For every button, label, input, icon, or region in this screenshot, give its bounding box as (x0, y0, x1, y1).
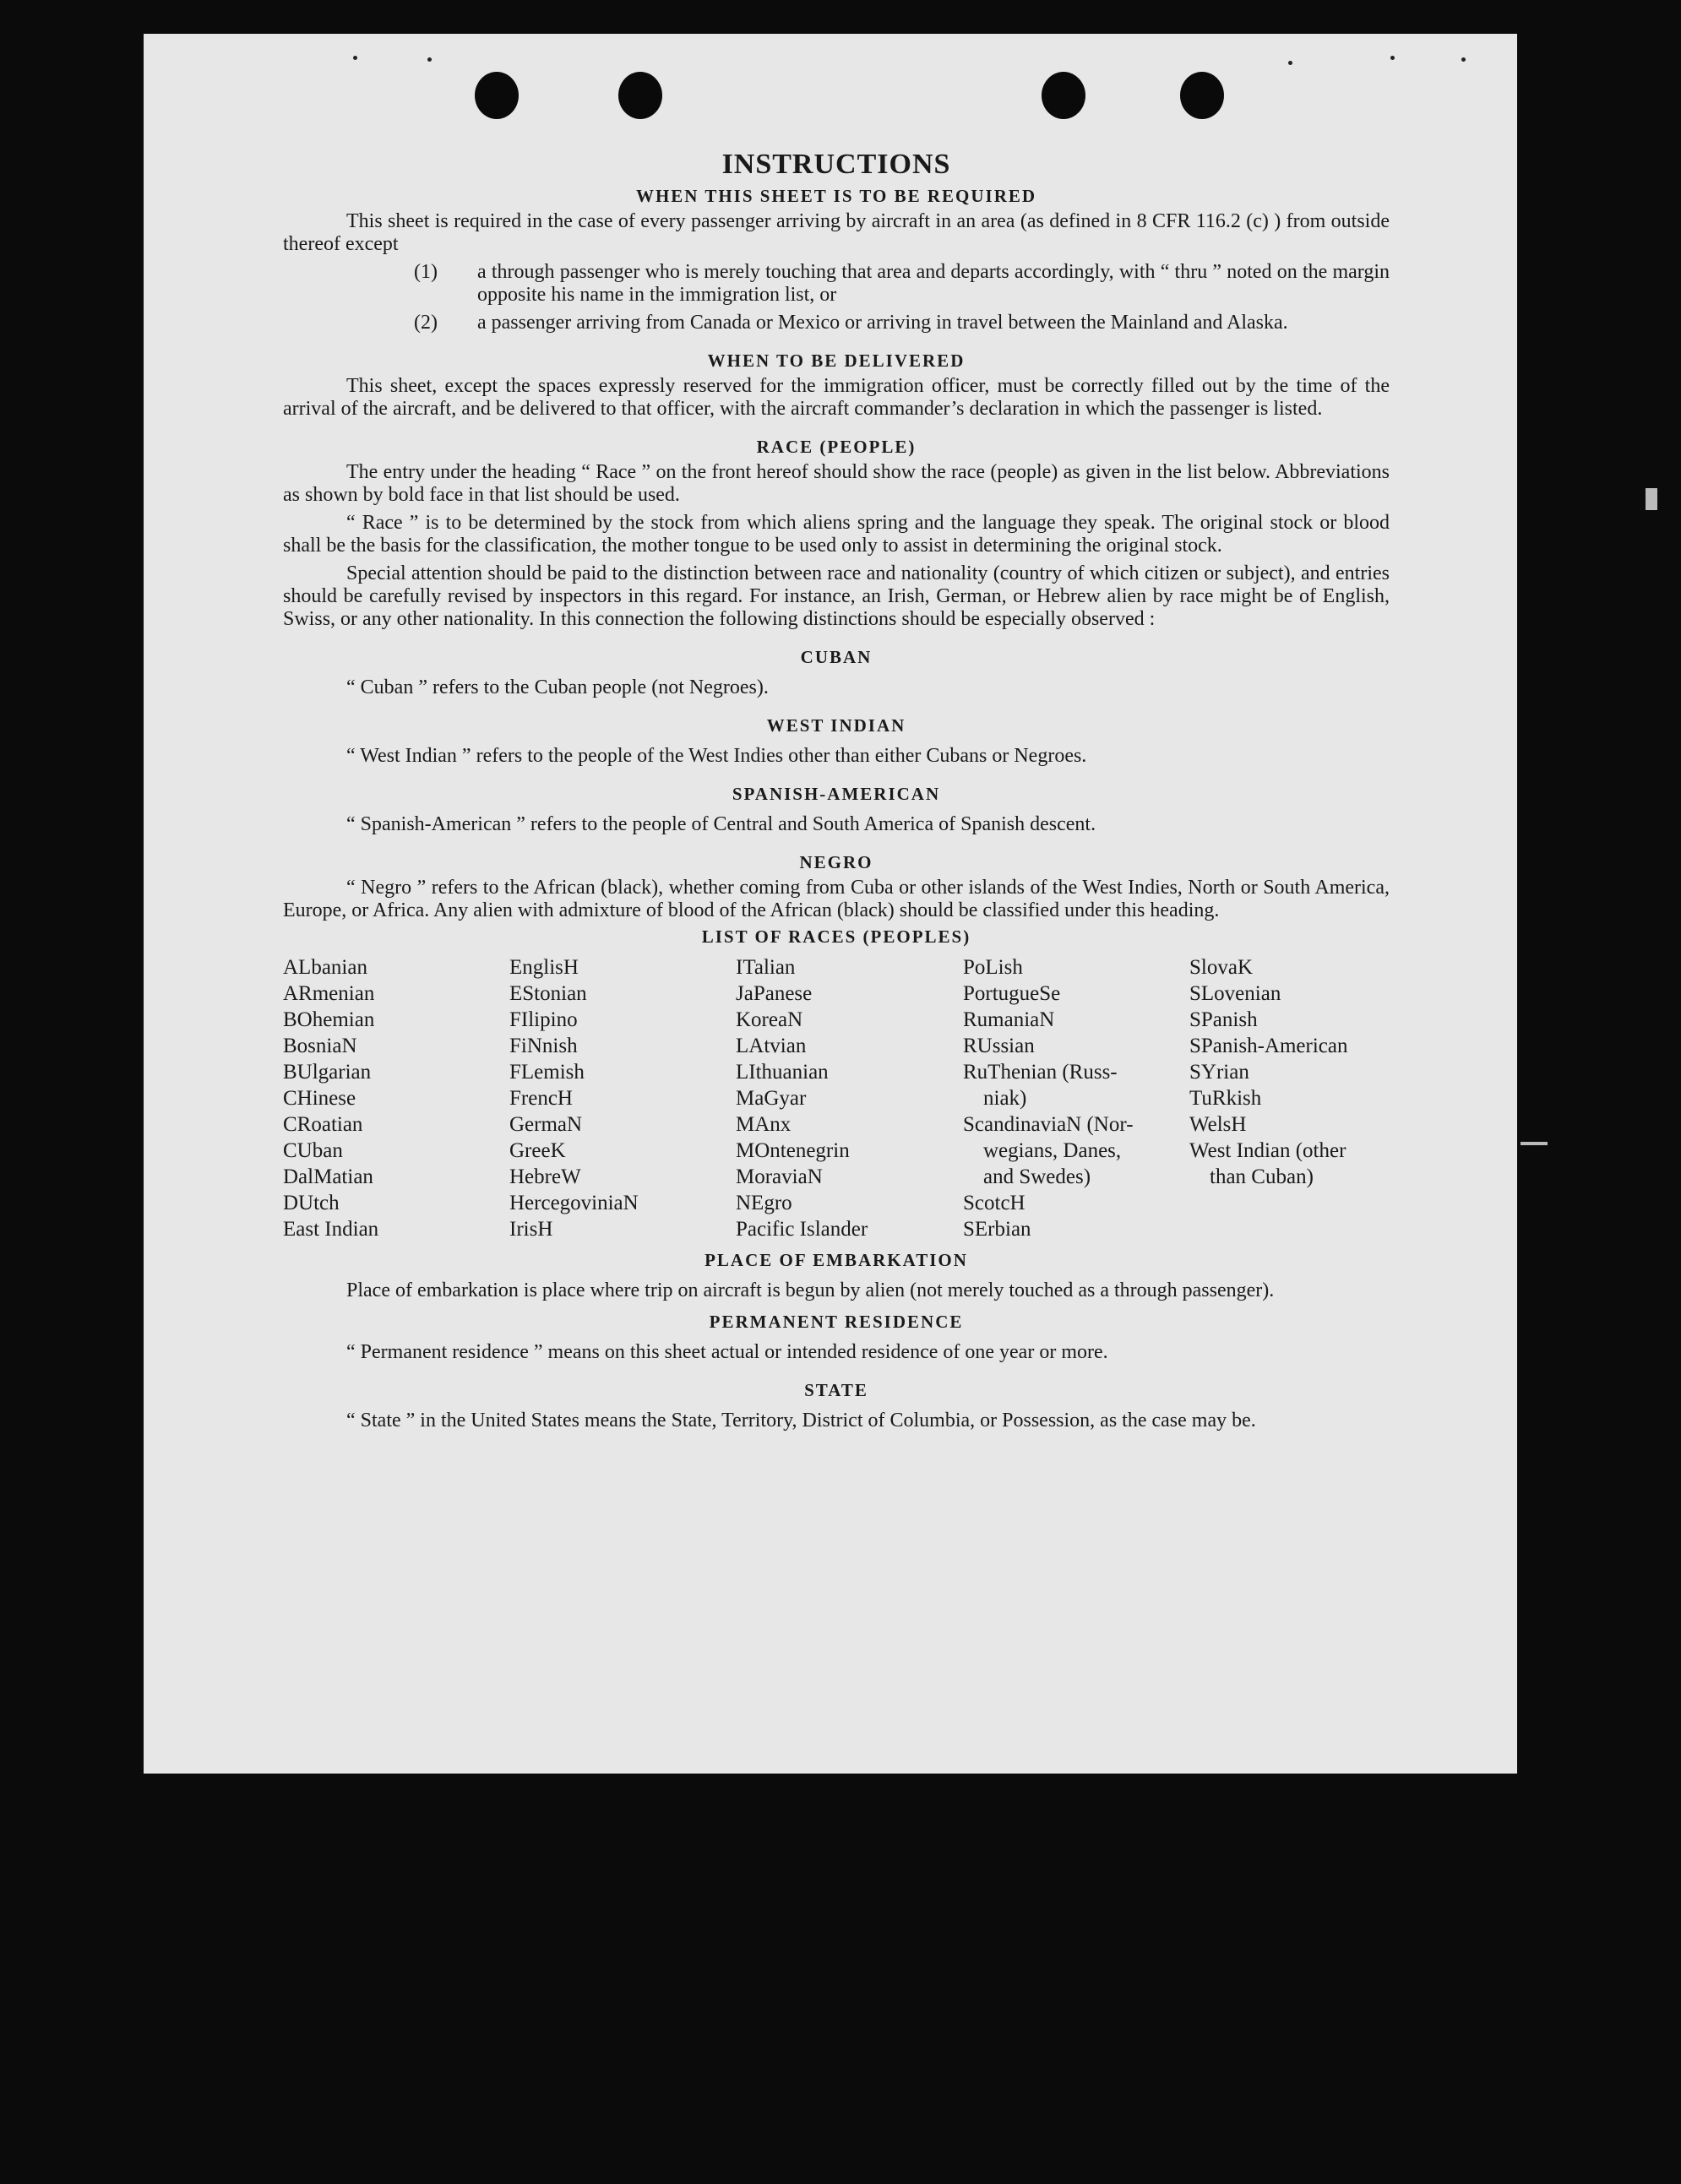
race-paragraph-3: Special attention should be paid to the distinction between race and nationality (country of which citizen or subject), and entries should be carefully revised by inspectors in this regard. For instance, an Irish, German, or Hebrew alien by race might be of English, Swiss, or any other nationality. In this connection the following distinctions should be especially observed : (283, 562, 1390, 630)
speck (427, 57, 432, 62)
race-entry: WelsH (1189, 1113, 1247, 1136)
race-entry: SErbian (963, 1218, 1031, 1241)
edge-mark (1646, 488, 1657, 510)
race-entry: BUlgarian (283, 1061, 372, 1084)
race-entry: FrencH (509, 1087, 573, 1110)
race-entry: FiNnish (509, 1035, 578, 1057)
cuban-paragraph: “ Cuban ” refers to the Cuban people (not Negroes). (346, 676, 769, 698)
required-paragraph: This sheet is required in the case of every passenger arriving by aircraft in an area (as defined in 8 CFR 116.2 (c) ) from outside thereof except (283, 210, 1390, 255)
race-entry: LAtvian (736, 1035, 807, 1057)
race-entry: ARmenian (283, 982, 375, 1005)
item-number: (2) (414, 312, 438, 334)
race-column-4 (963, 954, 1134, 1242)
item-text: a passenger arriving from Canada or Mexico or arriving in travel between the Mainland and Alaska. (477, 312, 1288, 334)
race-entry: East Indian (283, 1218, 379, 1241)
section-heading-negro: NEGRO (799, 852, 873, 872)
punch-hole (1180, 72, 1224, 119)
race-entry: ScotcH (963, 1192, 1025, 1214)
race-entry: PortugueSe (963, 982, 1061, 1005)
race-entry: CRoatian (283, 1113, 363, 1136)
race-entry: RuThenian (Russ- (963, 1061, 1118, 1084)
race-entry: MaGyar (736, 1087, 807, 1110)
race-entry: LIthuanian (736, 1061, 829, 1084)
race-entry: FIlipino (509, 1008, 578, 1031)
race-entry: EnglisH (509, 956, 579, 979)
race-entry: ITalian (736, 956, 796, 979)
race-entry: JaPanese (736, 982, 813, 1005)
spanish-american-paragraph: “ Spanish-American ” refers to the people of Central and South America of Spanish descent. (346, 813, 1096, 835)
section-heading-delivered: WHEN TO BE DELIVERED (707, 350, 966, 371)
section-heading-race: RACE (PEOPLE) (756, 437, 917, 457)
speck (1390, 56, 1395, 60)
edge-mark (1521, 1142, 1548, 1145)
race-entry: MoraviaN (736, 1165, 823, 1188)
race-entry: CHinese (283, 1087, 356, 1110)
embarkation-paragraph: Place of embarkation is place where trip on aircraft is begun by alien (not merely touched as a through passenger). (346, 1279, 1275, 1301)
race-entry: RumaniaN (963, 1008, 1055, 1031)
race-entry: niak) (983, 1087, 1027, 1110)
race-entry: NEgro (736, 1192, 792, 1214)
race-entry: FLemish (509, 1061, 585, 1084)
race-entry: PoLish (963, 956, 1023, 979)
race-entry: HercegoviniaN (509, 1192, 639, 1214)
race-entry: SPanish (1189, 1008, 1258, 1031)
exception-item-2 (283, 312, 1390, 334)
race-entry: Pacific Islander (736, 1218, 868, 1241)
instructions-body (283, 148, 1390, 1432)
race-entry: GermaN (509, 1113, 583, 1136)
section-heading-spanish-american: SPANISH-AMERICAN (732, 784, 941, 804)
race-entry: HebreW (509, 1165, 581, 1188)
race-entry: ScandinaviaN (Nor- (963, 1113, 1134, 1136)
race-entry: MAnx (736, 1113, 792, 1136)
race-entry: DUtch (283, 1192, 340, 1214)
race-entry: MOntenegrin (736, 1139, 850, 1162)
race-entry: DalMatian (283, 1165, 373, 1188)
item-text: a through passenger who is merely touching that area and departs accordingly, with “ thru ” noted on the margin opposite his name in the immigration list, or (477, 261, 1390, 306)
negro-paragraph: “ Negro ” refers to the African (black), whether coming from Cuba or other islands of the West Indies, North or South America, Europe, or Africa. Any alien with admixture of blood of the African (black) should be classified under this heading. (283, 877, 1390, 921)
residence-paragraph: “ Permanent residence ” means on this sheet actual or intended residence of one year or more. (346, 1341, 1108, 1363)
race-entry: BosniaN (283, 1035, 357, 1057)
punch-hole (1042, 72, 1085, 119)
delivered-paragraph: This sheet, except the spaces expressly reserved for the immigration officer, must be correctly filled out by the time of the arrival of the aircraft, and be delivered to that officer, with the aircraft commander’s declaration in which the passenger is listed. (283, 375, 1390, 420)
race-entry: West Indian (other (1189, 1139, 1346, 1162)
item-number: (1) (414, 261, 438, 283)
race-entry: KoreaN (736, 1008, 803, 1031)
race-entry: GreeK (509, 1139, 566, 1162)
page-title: INSTRUCTIONS (721, 149, 951, 180)
race-entry: RUssian (963, 1035, 1035, 1057)
race-entry: SLovenian (1189, 982, 1281, 1005)
punch-hole (475, 72, 519, 119)
race-entry: EStonian (509, 982, 587, 1005)
race-entry: TuRkish (1189, 1087, 1262, 1110)
instruction-sheet (144, 34, 1517, 1774)
race-entry: ALbanian (283, 956, 367, 979)
race-column-2 (509, 954, 639, 1242)
exception-item-1 (283, 261, 1390, 307)
race-entry: IrisH (509, 1218, 553, 1241)
race-paragraph-2: “ Race ” is to be determined by the stock from which aliens spring and the language they speak. The original stock or blood shall be the basis for the classification, the mother tongue to be used only to assist in determining the original stock. (283, 512, 1390, 557)
section-heading-state: STATE (804, 1380, 868, 1400)
race-entry: and Swedes) (983, 1165, 1091, 1188)
section-heading-cuban: CUBAN (800, 647, 873, 667)
race-entry: SlovaK (1189, 956, 1253, 979)
race-entry: CUban (283, 1139, 343, 1162)
punch-hole (618, 72, 662, 119)
section-heading-residence: PERMANENT RESIDENCE (709, 1312, 964, 1332)
speck (353, 56, 357, 60)
race-entry: than Cuban) (1210, 1165, 1314, 1188)
race-paragraph-1: The entry under the heading “ Race ” on the front hereof should show the race (people) as given in the list below. Abbreviations as shown by bold face in that list should be used. (283, 461, 1390, 506)
section-heading-west-indian: WEST INDIAN (766, 715, 906, 736)
section-heading-embarkation: PLACE OF EMBARKATION (704, 1250, 968, 1270)
section-heading-required: WHEN THIS SHEET IS TO BE REQUIRED (635, 186, 1037, 206)
state-paragraph: “ State ” in the United States means the State, Territory, District of Columbia, or Possession, as the case may be. (346, 1410, 1256, 1432)
race-entry: BOhemian (283, 1008, 375, 1031)
race-list (283, 954, 1390, 1246)
race-entry: SYrian (1189, 1061, 1249, 1084)
speck (1461, 57, 1466, 62)
race-entry: SPanish-American (1189, 1035, 1348, 1057)
race-column-3 (736, 954, 868, 1242)
race-column-1 (283, 954, 378, 1242)
race-entry: wegians, Danes, (983, 1139, 1122, 1162)
speck (1288, 61, 1292, 65)
west-indian-paragraph: “ West Indian ” refers to the people of the West Indies other than either Cubans or Negroes. (346, 745, 1087, 767)
section-heading-list: LIST OF RACES (PEOPLES) (701, 926, 971, 947)
race-column-5 (1189, 954, 1347, 1190)
